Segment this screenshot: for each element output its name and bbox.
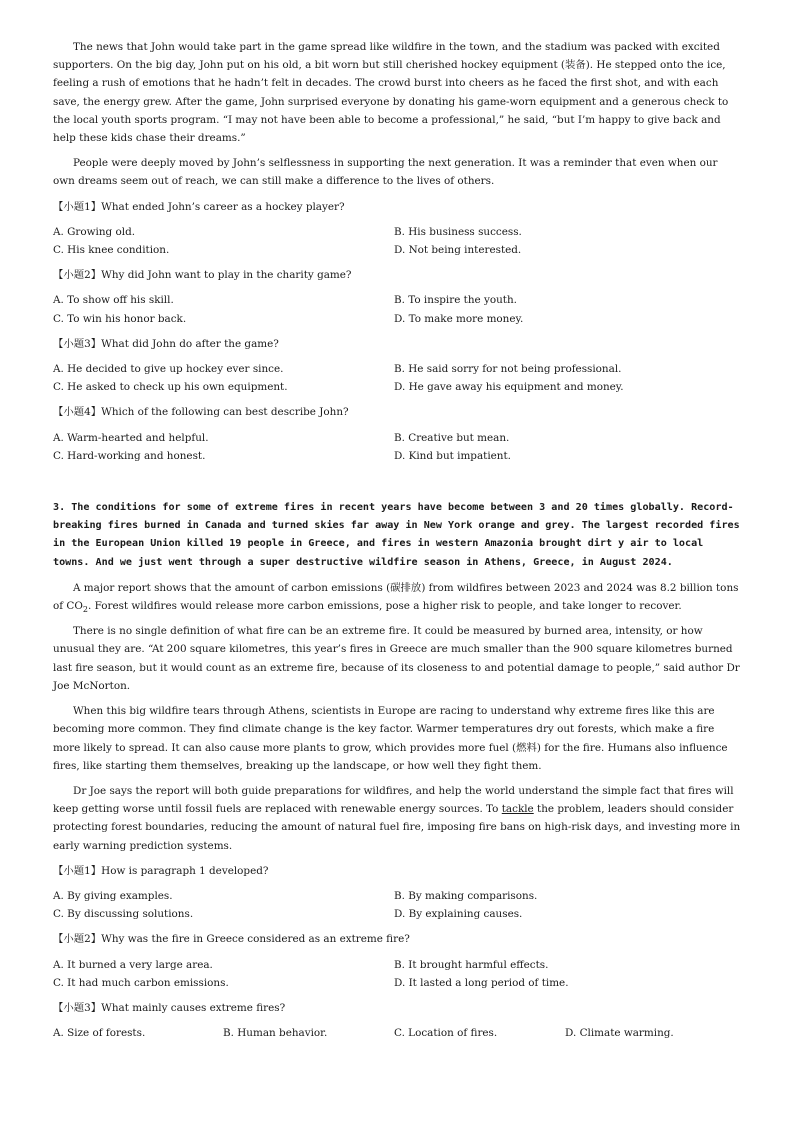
option-a: A. Growing old. <box>53 225 136 238</box>
option-d: D. He gave away his equipment and money. <box>394 381 624 394</box>
option-b: B. It brought harmful effects. <box>394 958 549 971</box>
option-d: D. Not being interested. <box>394 244 522 257</box>
passage3-paragraph-3: When this big wildfire tears through Athens, scientists in Europe are racing to understand why extreme fires like this are becoming more common. They find climate change is the key factor. Warmer temperatures dry out forests, which make a fire more likely to spread. It can also cause more plants to grow, which provides more fuel (燃料) for the fire. Humans also influence fires, like starting them themselves, breaking up the landscape, or how well they fight them. <box>53 705 728 772</box>
passage3-paragraph-4 <box>53 782 741 855</box>
option-a: A. Warm-hearted and helpful. <box>53 431 209 444</box>
option-c: C. It had much carbon emissions. <box>53 976 229 989</box>
question-options <box>53 429 741 465</box>
option-a: A. By giving examples. <box>53 889 173 902</box>
question-options <box>53 360 741 396</box>
question-options <box>53 956 741 992</box>
option-c: C. Hard-working and honest. <box>53 449 206 462</box>
passage3-heading: 3. The conditions for some of extreme fires in recent years have become between 3 and 20 times globally. Record-breaking fires burned in Canada and turned skies far away in New York orange and grey. The largest recorded fires in the European Union killed 19 people in Greece, and fires in western Amazonia brought dirt y air to local towns. And we just went through a super destructive wildfire season in Athens, Greece, in August 2024. <box>53 502 740 568</box>
option-b: B. His business success. <box>394 225 522 238</box>
question-stem: 【小题1】How is paragraph 1 developed? <box>53 864 269 877</box>
question-options <box>53 223 741 259</box>
p1-text-after: . Forest wildfires would release more carbon emissions, pose a higher risk to people, and take longer to recover. <box>87 600 682 613</box>
option-c: C. Location of fires. <box>394 1027 498 1040</box>
option-c: C. By discussing solutions. <box>53 908 194 921</box>
option-c: C. He asked to check up his own equipment. <box>53 381 288 394</box>
option-a: A. It burned a very large area. <box>53 958 213 971</box>
option-d: D. Kind but impatient. <box>394 449 511 462</box>
p1-subscript: 2 <box>82 605 88 615</box>
option-a: A. Size of forests. <box>53 1027 146 1040</box>
option-c: C. His knee condition. <box>53 244 170 257</box>
option-b: B. By making comparisons. <box>394 889 538 902</box>
option-c: C. To win his honor back. <box>53 312 187 325</box>
question-stem: 【小题3】What mainly causes extreme fires? <box>53 1001 286 1014</box>
underlined-word-tackle: tackle <box>501 803 534 816</box>
option-d: D. To make more money. <box>394 312 524 325</box>
passage3-paragraph-1 <box>53 579 741 615</box>
passage2-paragraph-1: The news that John would take part in the game spread like wildfire in the town, and the stadium was packed with excited supporters. On the big day, John put on his old, a bit worn but still cherished hockey equipment (装备). He stepped onto the ice, feeling a rush of emotions that he hadn’t felt in decades. The crowd burst into cheers as he faced the first shot, and with each save, the energy grew. After the game, John surprised everyone by donating his game-worn equipment and a generous check to the local youth sports program. “I may not have been able to become a professional,” he said, “but I’m happy to give back and help these kids chase their dreams.” <box>53 41 729 145</box>
p4-text-after: the problem, leaders should consider protecting forest boundaries, reducing the amount of natural fuel fire, imposing fire bans on high-risk days, and investing more in early warning prediction systems. <box>53 803 741 852</box>
p4-text-before: Dr Joe says the report will both guide preparations for wildfires, and help the world understand the simple fact that fires will keep getting worse until fossil fuels are replaced with renewable energy sources. To <box>53 784 734 816</box>
option-a: A. To show off his skill. <box>53 294 174 307</box>
option-b: B. He said sorry for not being professional. <box>394 363 622 376</box>
question-options <box>53 1024 741 1042</box>
p1-text-before: A major report shows that the amount of carbon emissions (碳排放) from wildfires between 2023 and 2024 was 8.2 billion tons of CO <box>53 581 739 613</box>
document-page <box>53 38 741 1049</box>
option-d: D. Climate warming. <box>565 1027 674 1040</box>
question-stem: 【小题4】Which of the following can best describe John? <box>53 406 349 419</box>
option-b: B. Creative but mean. <box>394 431 510 444</box>
question-stem: 【小题2】Why was the fire in Greece considered as an extreme fire? <box>53 933 410 946</box>
option-a: A. He decided to give up hockey ever since. <box>53 363 284 376</box>
option-d: D. It lasted a long period of time. <box>394 976 569 989</box>
question-options <box>53 291 741 327</box>
question-stem: 【小题2】Why did John want to play in the charity game? <box>53 269 352 282</box>
question-stem: 【小题3】What did John do after the game? <box>53 337 279 350</box>
option-d: D. By explaining causes. <box>394 908 523 921</box>
passage3-paragraph-2: There is no single definition of what fire can be an extreme fire. It could be measured by burned area, intensity, or how unusual they are. “At 200 square kilometres, this year’s fires in Greece are much smaller than the 900 square kilometres burned last fire season, but it would count as an extreme fire, because of its closeness to and potential damage to people,” said author Dr Joe McNorton. <box>53 625 740 692</box>
passage2-paragraph-2: People were deeply moved by John’s selflessness in supporting the next generation. It was a reminder that even when our own dreams seem out of reach, we can still make a difference to the lives of others. <box>53 157 718 188</box>
question-options <box>53 887 741 923</box>
option-b: B. To inspire the youth. <box>394 294 517 307</box>
question-stem: 【小题1】What ended John’s career as a hockey player? <box>53 200 345 213</box>
option-b: B. Human behavior. <box>223 1027 328 1040</box>
